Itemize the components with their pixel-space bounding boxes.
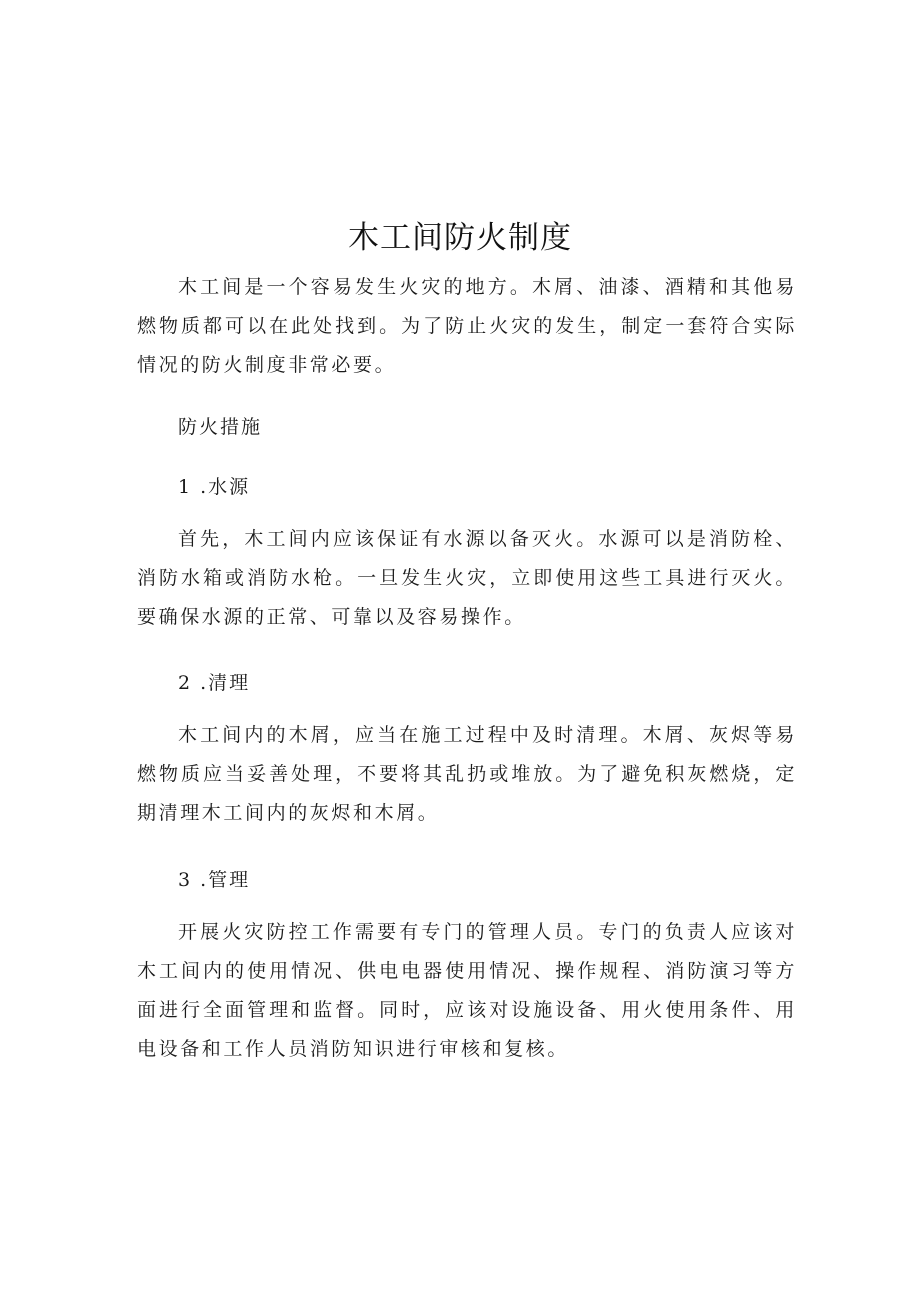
item-3-body: 开展火灾防控工作需要有专门的管理人员。专门的负责人应该对木工间内的使用情况、供电电器使用情况、操作规程、消防演习等方面进行全面管理和监督。同时，应该对设施设备、用火使用条件、用电设备和工作人员消防知识进行审核和复核。 bbox=[137, 921, 797, 1060]
section-heading: 防火措施 bbox=[178, 416, 263, 438]
document-title: 木工间防火制度 bbox=[348, 220, 572, 256]
item-2-heading: 2 .清理 bbox=[178, 672, 251, 694]
item-3-heading: 3 .管理 bbox=[178, 869, 251, 891]
item-2-body: 木工间内的木屑，应当在施工过程中及时清理。木屑、灰烬等易燃物质应当妥善处理，不要将其乱扔或堆放。为了避免积灰燃烧，定期清理木工间内的灰烬和木屑。 bbox=[137, 724, 797, 824]
item-1-heading: 1 .水源 bbox=[178, 476, 251, 498]
intro-paragraph: 木工间是一个容易发生火灾的地方。木屑、油漆、酒精和其他易燃物质都可以在此处找到。为了防止火灾的发生，制定一套符合实际情况的防火制度非常必要。 bbox=[137, 276, 797, 376]
item-1-body: 首先，木工间内应该保证有水源以备灭火。水源可以是消防栓、消防水箱或消防水枪。一旦发生火灾，立即使用这些工具进行灭火。要确保水源的正常、可靠以及容易操作。 bbox=[137, 528, 797, 628]
